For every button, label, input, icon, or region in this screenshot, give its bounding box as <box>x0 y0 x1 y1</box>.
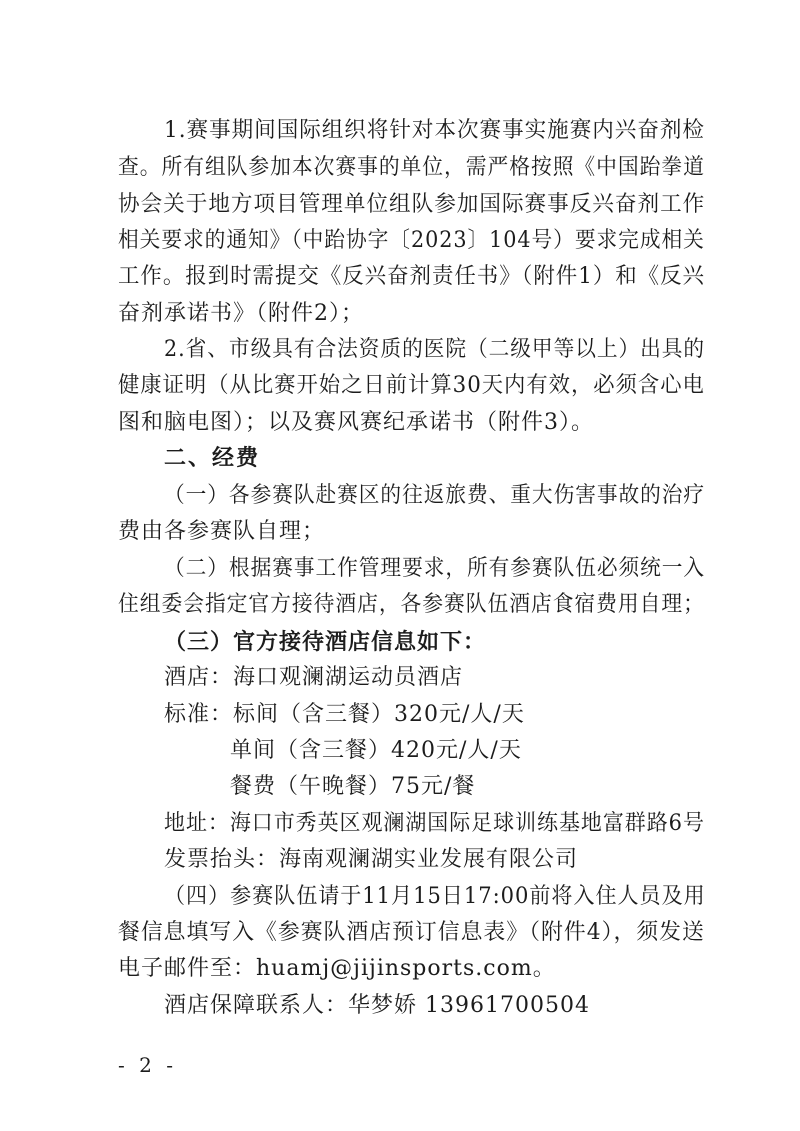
paragraph-line: 住组委会指定官方接待酒店，各参赛队伍酒店食宿费用自理； <box>118 592 705 617</box>
paragraph-line: 奋剂承诺书》（附件2）； <box>118 301 364 326</box>
paragraph-line: 餐信息填写入《参赛队酒店预订信息表》（附件4），须发送 <box>118 920 705 945</box>
paragraph-line: （二）根据赛事工作管理要求，所有参赛队伍必须统一入 <box>164 556 706 581</box>
paragraph-line: 查。所有组队参加本次赛事的单位，需严格按照《中国跆拳道 <box>118 155 705 180</box>
invoice-title-line: 发票抬头：海南观澜湖实业发展有限公司 <box>164 847 579 872</box>
address-line: 地址：海口市秀英区观澜湖国际足球训练基地富群路6号 <box>164 811 705 836</box>
page-number: - 2 - <box>118 1053 177 1077</box>
email-line: 电子邮件至：huamj@jijinsports.com。 <box>118 956 556 981</box>
rate-standard-line: 标准：标间（含三餐）320元/人/天 <box>164 702 525 727</box>
rate-single-line: 单间（含三餐）420元/人/天 <box>230 738 522 763</box>
paragraph-line: 工作。报到时需提交《反兴奋剂责任书》（附件1）和《反兴 <box>118 264 705 289</box>
hotel-name-line: 酒店：海口观澜湖运动员酒店 <box>164 665 464 690</box>
paragraph-line: 健康证明（从比赛开始之日前计算30天内有效，必须含心电 <box>118 373 705 398</box>
paragraph-line: （一）各参赛队赴赛区的往返旅费、重大伤害事故的治疗 <box>164 483 706 508</box>
rate-meal-line: 餐费（午晚餐）75元/餐 <box>230 774 476 799</box>
paragraph-line: 协会关于地方项目管理单位组队参加国际赛事反兴奋剂工作 <box>118 192 706 217</box>
contact-line: 酒店保障联系人：华梦娇 13961700504 <box>164 993 590 1018</box>
paragraph-line: （四）参赛队伍请于11月15日17:00前将入住人员及用 <box>164 884 706 909</box>
subsection-heading: （三）官方接待酒店信息如下： <box>164 629 487 655</box>
paragraph-line: 1.赛事期间国际组织将针对本次赛事实施赛内兴奋剂检 <box>164 118 705 143</box>
section-heading: 二、经费 <box>164 446 261 471</box>
paragraph-line: 图和脑电图）；以及赛风赛纪承诺书（附件3）。 <box>118 410 594 435</box>
paragraph-line: 相关要求的通知》（中跆协字〔2023〕104号）要求完成相关 <box>118 228 705 253</box>
paragraph-line: 费由各参赛队自理； <box>118 519 326 544</box>
paragraph-line: 2.省、市级具有合法资质的医院（二级甲等以上）出具的 <box>164 337 706 362</box>
